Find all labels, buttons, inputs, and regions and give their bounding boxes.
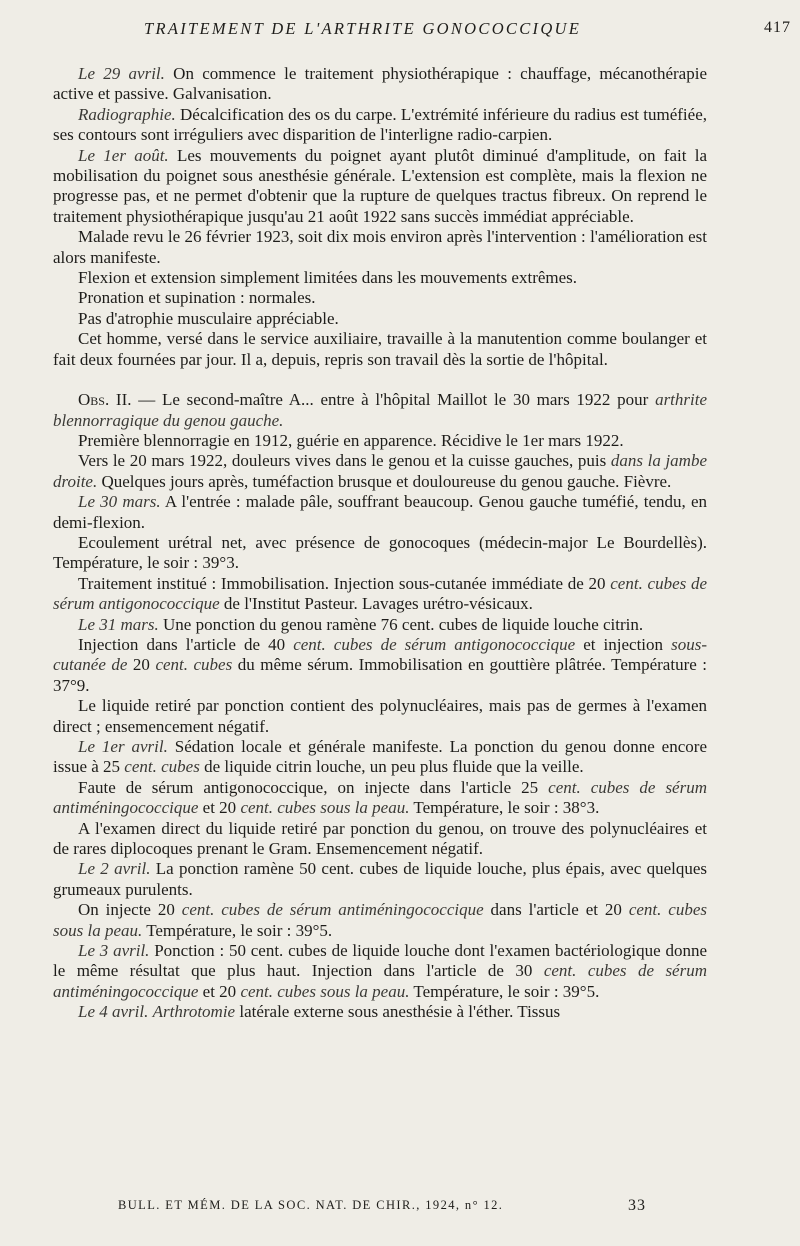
paragraph (53, 64, 707, 105)
italic-run: Arthrotomie (152, 1002, 236, 1022)
text-run: La ponction ramène 50 cent. cubes de liquide louche, plus épais, avec quelques grumeaux purulents. (53, 859, 708, 899)
italic-run: dans la jambe droite. (53, 451, 707, 491)
text-run: Ecoulement urétral net, avec présence de gonocoques (médecin-major Le Bourdellès). Température, le soir : 39°3. (53, 532, 707, 573)
page-number: 417 (764, 19, 791, 36)
paragraph (53, 737, 707, 778)
text-run: Vers le 20 mars 1922, douleurs vives dans le genou et la cuisse gauches, puis (78, 451, 611, 471)
text-run: Traitement institué : Immobilisation. Injection sous-cutanée immédiate de 20 (78, 573, 611, 593)
paragraph (53, 1002, 707, 1022)
italic-run: cent. cubes sous la peau. (240, 798, 410, 818)
text-run: Le liquide retiré par ponction contient des polynucléaires, mais pas de germes à l'examen direct ; ensemencement négatif. (53, 696, 707, 736)
italic-run: cent. cubes de sérum antigonococcique (53, 573, 707, 614)
text-run: et 20 (198, 798, 241, 818)
paragraph (53, 146, 707, 228)
text-run: Injection dans l'article de 40 (78, 634, 294, 654)
paragraph (53, 859, 707, 900)
text-run: Sédation locale et générale manifeste. La ponction du genou donne encore issue à 25 (53, 737, 707, 777)
text-run: Première blennorragie en 1912, guérie en apparence. Récidive le 1er mars 1922. (78, 430, 624, 450)
running-header (0, 14, 800, 42)
text-run: — Le second-maître A... entre à l'hôpital Maillot le 30 mars 1922 pour (131, 390, 656, 410)
paragraph (53, 451, 707, 492)
text-run: On commence le traitement physiothérapique : chauffage, mécanothérapie active et passive. Galvanisation. (53, 64, 707, 104)
text-run: Quelques jours après, tuméfaction brusque et douloureuse du genou gauche. Fièvre. (97, 471, 672, 491)
italic-run: Le 4 avril. (78, 1002, 149, 1022)
italic-run: Le 2 avril. (78, 859, 151, 879)
paragraph (53, 819, 707, 860)
italic-run: Le 3 avril. (78, 941, 150, 961)
paragraph (53, 533, 707, 574)
paragraph (53, 941, 707, 1002)
page-footer (118, 1198, 658, 1216)
text-run: Les mouvements du poignet ayant plutôt diminué d'amplitude, on fait la mobilisation du poignet sous anesthésie générale. L'extension est complète, mais la flexion ne progresse pas, et ne permet d'obtenir que la rupture de quelques tractus fibreux. On reprend le traitement physiothérapique jusqu'au 21 août 1922 sans succès immédiat appréciable. (53, 145, 707, 226)
italic-run: cent. cubes de sérum antiméningococcique (53, 777, 707, 818)
signature-mark: 33 (628, 1197, 646, 1214)
text-run: On injecte 20 (78, 900, 182, 920)
paragraph (53, 635, 707, 696)
text-run: latérale externe sous anesthésie à l'éther. Tissus (235, 1002, 561, 1022)
italic-run: Le 29 avril. (78, 64, 165, 83)
paragraph (53, 615, 707, 635)
italic-run: cent. cubes (155, 655, 233, 675)
text-run: de liquide citrin louche, un peu plus fluide que la veille. (199, 757, 584, 777)
text-run: Pronation et supination : normales. (78, 288, 316, 308)
text-run: Température, le soir : 38°3. (409, 798, 600, 818)
paragraph (53, 288, 707, 308)
text-run: A l'entrée : malade pâle, souffrant beaucoup. Genou gauche tuméfié, tendu, en demi-flexion. (53, 492, 707, 532)
text-run: Température, le soir : 39°5. (409, 981, 600, 1001)
italic-run: Radiographie. (78, 104, 176, 124)
italic-run: Le 1er avril. (78, 737, 168, 756)
text-run: Flexion et extension simplement limitées dans les mouvements extrêmes. (78, 268, 578, 288)
paragraph (53, 329, 707, 370)
text-run: Une ponction du genou ramène 76 cent. cubes de liquide louche citrin. (158, 614, 644, 634)
italic-run: arthrite blennorragique du genou gauche. (53, 390, 708, 430)
article-body (53, 64, 707, 1023)
paragraph (53, 309, 707, 329)
paragraph (53, 574, 707, 615)
text-run: du même sérum. Immobilisation en gouttière plâtrée. Température : 37°9. (53, 655, 708, 695)
italic-run: Le 1er août. (78, 145, 169, 165)
paragraph (53, 105, 707, 146)
italic-run: cent. cubes sous la peau. (240, 981, 410, 1001)
text-run: Faute de sérum antigonococcique, on injecte dans l'article 25 (78, 777, 549, 797)
paragraph (53, 900, 707, 941)
italic-run: cent. cubes de sérum antigonococcique (293, 634, 576, 654)
italic-run: cent. cubes (124, 757, 200, 777)
text-run: Décalcification des os du carpe. L'extrémité inférieure du radius est tuméfiée, ses contours sont irréguliers avec disparition de l'interligne radio-carpien. (53, 104, 707, 145)
text-run: Obs. II. (78, 390, 132, 410)
text-run: Température, le soir : 39°5. (142, 920, 333, 940)
text-run: Pas d'atrophie musculaire appréciable. (78, 308, 339, 328)
text-run: dans l'article et 20 (483, 900, 629, 920)
italic-run: Le 31 mars. (78, 614, 159, 634)
italic-run: sous-cutanée de (53, 634, 707, 675)
paragraph (53, 268, 707, 288)
paragraph (53, 390, 707, 431)
paragraph (53, 492, 707, 533)
italic-run: cent. cubes de sérum antiméningococcique (53, 961, 707, 1001)
italic-run: cent. cubes de sérum antiméningococcique (181, 900, 484, 920)
paragraph (53, 696, 707, 737)
text-run: de l'Institut Pasteur. Lavages urétro-vésicaux. (219, 594, 533, 614)
italic-run: cent. cubes sous la peau. (53, 900, 707, 940)
italic-run: Le 30 mars. (78, 492, 161, 512)
running-title: TRAITEMENT DE L'ARTHRITE GONOCOCCIQUE (144, 19, 582, 38)
paragraph (53, 431, 707, 451)
paragraph (53, 227, 707, 268)
text-run: Ponction : 50 cent. cubes de liquide louche dont l'examen bactériologique donne le même résultat que plus haut. Injection dans l'article de 30 (53, 941, 708, 981)
paragraph (53, 778, 707, 819)
text-run: Malade revu le 26 février 1923, soit dix mois environ après l'intervention : l'amélioration est alors manifeste. (53, 227, 707, 267)
text-run: 20 (127, 655, 156, 675)
text-run: et 20 (198, 981, 241, 1001)
text-run: A l'examen direct du liquide retiré par ponction du genou, on trouve des polynucléaires et de rares diplocoques prenant le Gram. Ensemencement négatif. (53, 818, 707, 859)
text-run: Cet homme, versé dans le service auxiliaire, travaille à la manutention comme boulanger et fait deux fournées par jour. Il a, depuis, repris son travail dès la sortie de l'hôpital. (53, 329, 707, 369)
text-run: et injection (575, 634, 672, 654)
journal-citation: BULL. ET MÉM. DE LA SOC. NAT. DE CHIR., 1924, n° 12. (118, 1198, 504, 1212)
